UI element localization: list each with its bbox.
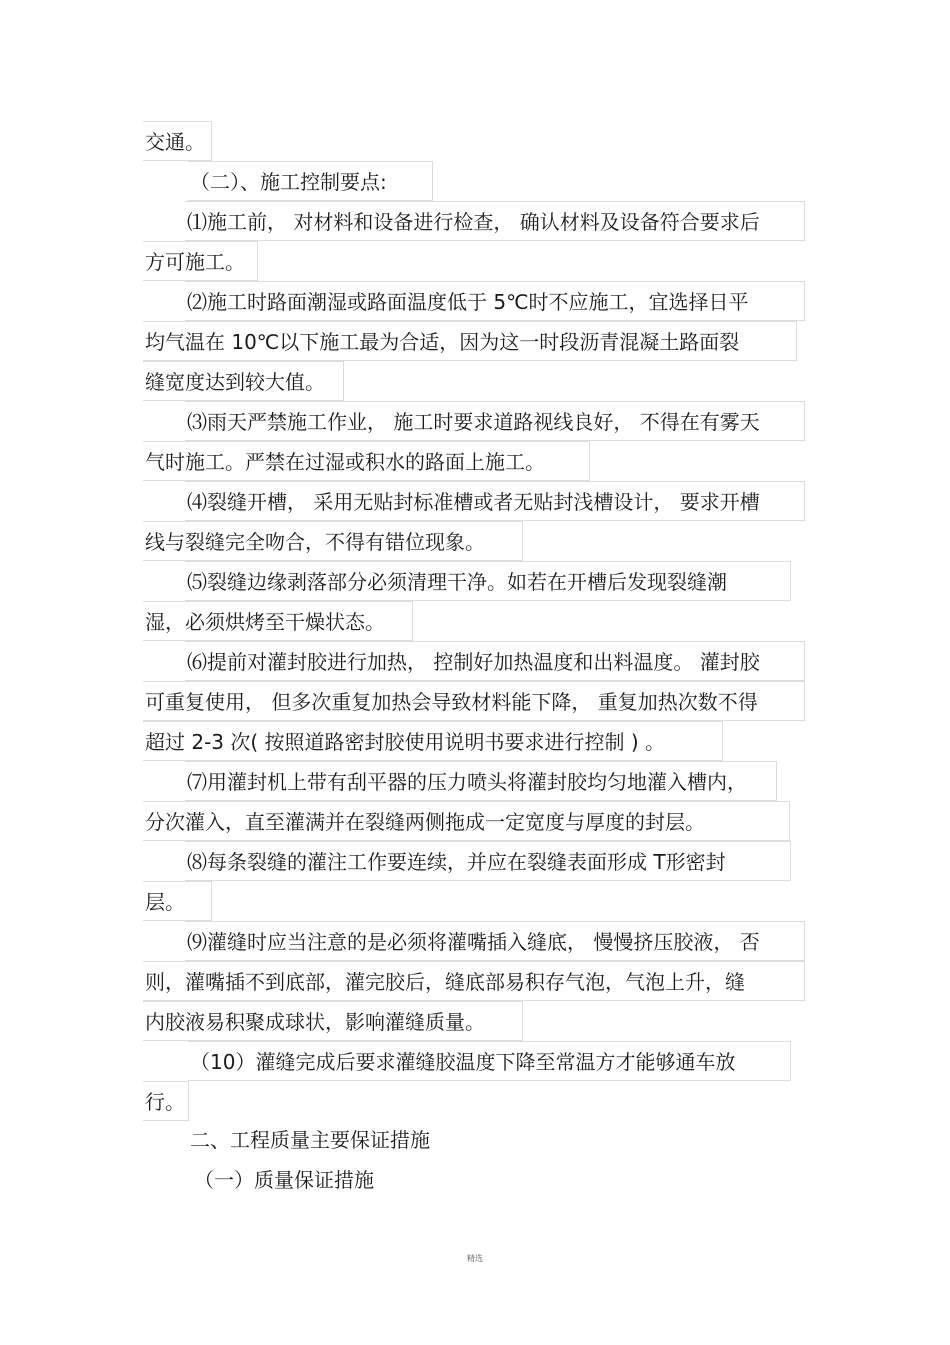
text-line-7: 缝宽度达到较大值。 (143, 361, 344, 401)
text-line-12: ⑸裂缝边缘剥落部分必须清理干净。如若在开槽后发现裂缝潮 (185, 561, 791, 601)
section-heading-main: 二、工程质量主要保证措施 (190, 1128, 430, 1152)
text-line-9: 气时施工。严禁在过湿或积水的路面上施工。 (143, 441, 590, 481)
text-line-25: 行。 (143, 1081, 189, 1121)
text-line-15: 可重复使用， 但多次重复加热会导致材料能下降， 重复加热次数不得 (143, 681, 805, 721)
text-line-5: ⑵施工时路面潮湿或路面温度低于 5℃时不应施工，宜选择日平 (185, 281, 805, 321)
text-line-23: 内胶液易积聚成球状，影响灌缝质量。 (143, 1001, 523, 1041)
text-line-17: ⑺用灌封机上带有刮平器的压力喷头将灌封胶均匀地灌入槽内， (185, 761, 777, 801)
text-line-11: 线与裂缝完全吻合，不得有错位现象。 (143, 521, 523, 561)
section-heading-2: （二）、施工控制要点: (188, 161, 433, 201)
text-line-21: ⑼灌缝时应当注意的是必须将灌嘴插入缝底， 慢慢挤压胶液， 否 (185, 921, 805, 961)
text-line-6: 均气温在 10℃以下施工最为合适，因为这一时段沥青混凝土路面裂 (143, 321, 797, 361)
text-line-4: 方可施工。 (143, 241, 258, 281)
text-line-19: ⑻每条裂缝的灌注工作要连续，并应在裂缝表面形成 T形密封 (185, 841, 791, 881)
section-heading-sub: （一）质量保证措施 (194, 1168, 374, 1192)
text-line-3: ⑴施工前， 对材料和设备进行检查， 确认材料及设备符合要求后 (185, 201, 805, 241)
text-line-13: 湿，必须烘烤至干燥状态。 (143, 601, 413, 641)
text-line-24: （10）灌缝完成后要求灌缝胶温度下降至常温方才能够通车放 (188, 1041, 791, 1081)
text-line-8: ⑶雨天严禁施工作业， 施工时要求道路视线良好， 不得在有雾天 (185, 401, 805, 441)
page-footer: 精选 (467, 1254, 483, 1263)
text-line-10: ⑷裂缝开槽， 采用无贴封标准槽或者无贴封浅槽设计， 要求开槽 (185, 481, 805, 521)
text-line-20: 层。 (143, 881, 212, 921)
text-line-14: ⑹提前对灌封胶进行加热， 控制好加热温度和出料温度。 灌封胶 (185, 641, 805, 681)
text-line-18: 分次灌入，直至灌满并在裂缝两侧拖成一定宽度与厚度的封层。 (143, 801, 790, 841)
text-line-16: 超过 2-3 次( 按照道路密封胶使用说明书要求进行控制 ) 。 (143, 721, 723, 761)
text-line-1: 交通。 (143, 121, 212, 161)
text-line-22: 则，灌嘴插不到底部，灌完胶后，缝底部易积存气泡，气泡上升，缝 (143, 961, 805, 1001)
